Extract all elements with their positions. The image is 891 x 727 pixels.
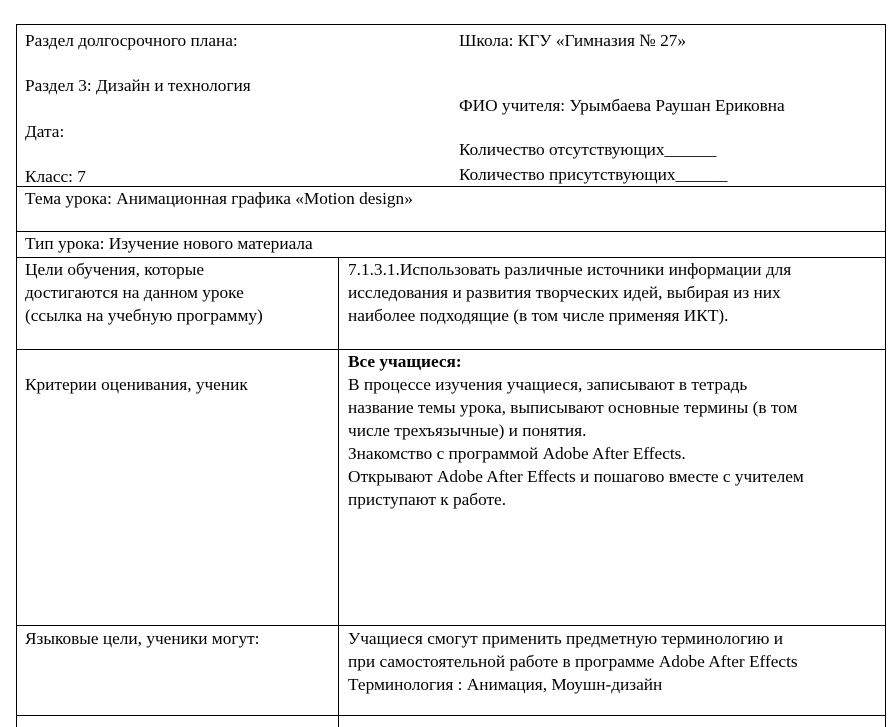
- goals-label-line: Цели обучения, которые: [25, 260, 205, 279]
- goals-label: [17, 258, 339, 349]
- criteria-text-line: В процессе изучения учащиеся, записывают в тетрадь: [348, 375, 748, 394]
- header-row: [16, 24, 886, 186]
- school-label: Школа: КГУ «Гимназия № 27»: [459, 31, 687, 50]
- criteria-label: Критерии оценивания, ученик: [17, 350, 339, 625]
- goals-text-line: 7.1.3.1.Использовать различные источники информации для: [348, 260, 792, 279]
- goals-label-line: (ссылка на учебную программу): [25, 306, 263, 325]
- criteria-text-line: Знакомство с программой Adobe After Effects.: [348, 444, 686, 463]
- goals-text-line: исследования и развития творческих идей, выбирая из них: [348, 283, 781, 302]
- section-plan-label: Раздел долгосрочного плана:: [25, 31, 238, 50]
- goals-text-line: наиболее подходящие (в том числе применяя ИКТ).: [348, 306, 729, 325]
- next-row: [16, 715, 886, 727]
- goals-text: [339, 258, 885, 349]
- criteria-text-line: приступают к работе.: [348, 490, 507, 509]
- language-text-line: при самостоятельной работе в программе Adobe After Effects: [348, 652, 798, 671]
- criteria-text-line: Открывают Adobe After Effects и пошагово вместе с учителем: [348, 467, 804, 486]
- grade-label: Класс: 7: [25, 167, 86, 186]
- criteria-row: [16, 349, 886, 625]
- criteria-text-line: название темы урока, выписывают основные термины (в том: [348, 398, 798, 417]
- criteria-heading: Все учащиеся:: [348, 352, 462, 371]
- criteria-text: [339, 350, 885, 625]
- language-text-line: Терминология : Анимация, Моушн-дизайн: [348, 675, 663, 694]
- goals-row: [16, 257, 886, 349]
- lesson-plan-table: [16, 24, 886, 727]
- section-label: Раздел 3: Дизайн и технология: [25, 76, 251, 95]
- present-count: Количество присутствующих______: [459, 165, 728, 184]
- absent-count: Количество отсутствующих______: [459, 140, 717, 159]
- next-row-cell: [17, 716, 339, 727]
- lesson-type-label: Тип урока: Изучение нового материала: [25, 234, 313, 253]
- goals-label-line: достигаются на данном уроке: [25, 283, 244, 302]
- date-label: Дата:: [25, 122, 65, 141]
- criteria-text-line: числе трехъязычные) и понятия.: [348, 421, 587, 440]
- lesson-type-row: [16, 231, 886, 257]
- teacher-label: ФИО учителя: Урымбаева Раушан Ериковна: [459, 96, 785, 115]
- next-row-cell: [339, 716, 885, 727]
- topic-label: Тема урока: Анимационная графика «Motion design»: [25, 189, 413, 208]
- language-text: [339, 626, 885, 715]
- topic-row: [16, 186, 886, 231]
- language-text-line: Учащиеся смогут применить предметную терминологию и: [348, 629, 783, 648]
- language-label: Языковые цели, ученики могут:: [17, 626, 339, 715]
- language-row: [16, 625, 886, 715]
